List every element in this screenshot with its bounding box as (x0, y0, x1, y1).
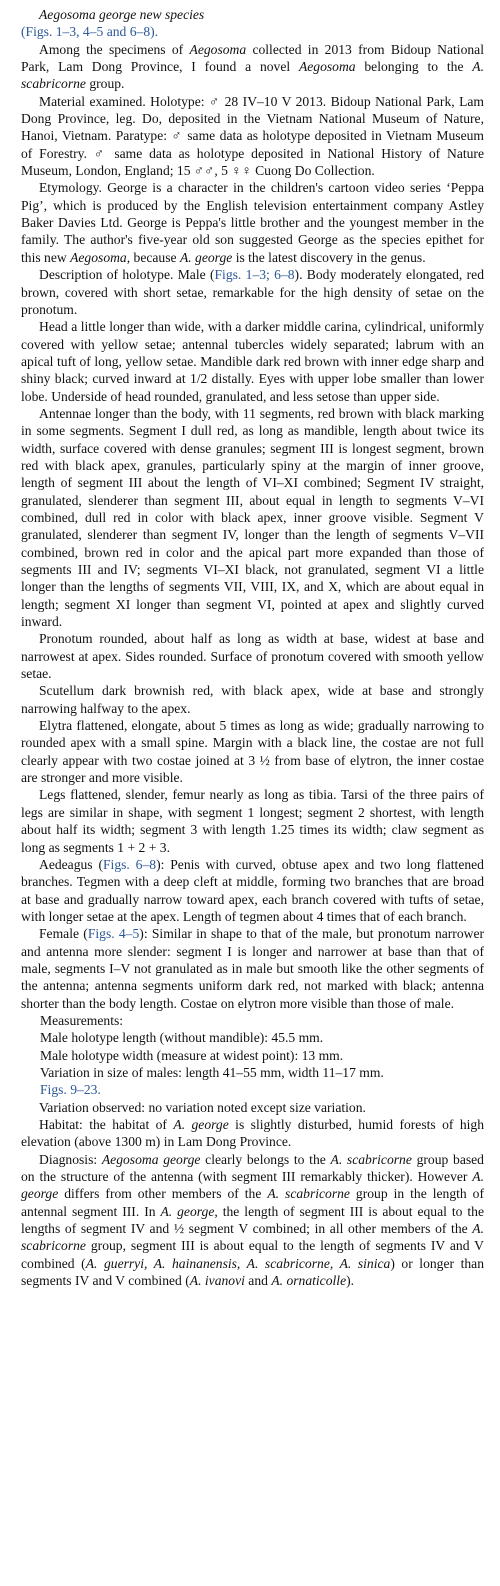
female-paragraph: Female (Figs. 4–5): Similar in shape to that of the male, but pronotum narrower and antenna more slender: segment I is longer and narrower at base than that of male, segments I–V not granulated as in male but smooth like the other segments of the antenna; antenna segments uniform dark red, not marked with black; antenna shorter than the body length. Costae on elytron more visible than those of male. (21, 926, 485, 1011)
scutellum-paragraph: Scutellum dark brownish red, with black apex, wide at base and strongly narrowing halfway to the apex. (21, 683, 484, 716)
figure-link[interactable]: Figs. 4–5 (87, 926, 140, 942)
elytra-paragraph: Elytra flattened, elongate, about 5 times as long as wide; gradually narrowing to rounded apex with a small spine. Margin with a black line, the costae are not full clearly appear with two costae joined at 3 ½ from base of elytron, the inner costae are stronger and more visible. (21, 718, 484, 786)
measurements-label: Measurements: (40, 1012, 124, 1028)
figure-link[interactable]: (Figs. 1–3, 4–5 and 6–8). (21, 24, 159, 40)
description-paragraph: Description of holotype. Male (Figs. 1–3; 6–8). Body moderately elongated, red brown, covered with short setae, remarkable for the high density of setae on the pronotum. (21, 267, 484, 317)
figure-link[interactable]: Figs. 9–23. (40, 1082, 101, 1098)
measurement-width: Male holotype width (measure at widest point): 13 mm. (40, 1047, 344, 1063)
diagnosis-paragraph: Diagnosis: Aegosoma george clearly belongs to the A. scabricorne group based on the structure of the antenna (with segment III remarkably thicker). However A. george differs from other members of the A. scabricorne group in the length of antennal segment III. In A. george, the length of segment III is about equal to the lengths of segment IV and ½ segment V combined; in all other members of the A. scabricorne group, segment III is about equal to the length of segments IV and V combined (A. guerryi, A. hainanensis, A. scabricorne, A. sinica) or longer than segments IV and V combined (A. ivanovi and A. ornaticolle). (21, 1151, 484, 1289)
intro-paragraph: Among the specimens of Aegosoma collected in 2013 from Bidoup National Park, Lam Dong Province, I found a novel Aegosoma belonging to the A. scabricorne group. (21, 41, 484, 92)
species-title: Aegosoma george new species (39, 7, 205, 22)
species-heading (21, 6, 484, 41)
measurement-length: Male holotype length (without mandible): 45.5 mm. (40, 1030, 324, 1046)
legs-paragraph: Legs flattened, slender, femur nearly as long as tibia. Tarsi of the three pairs of legs are similar in shape, with segment 1 longest; segment 2 shortest, with length about half its width; segment 3 with length 1.25 times its width; claw segment as long as segments 1 + 2 + 3. (21, 787, 484, 855)
measurement-figures (21, 1081, 484, 1098)
pronotum-paragraph: Pronotum rounded, about half as long as width at base, widest at base and narrowest at apex. Sides rounded. Surface of pronotum covered with smooth yellow setae. (21, 631, 484, 682)
figure-link[interactable]: Figs. 6–8 (102, 856, 157, 872)
measurement-variation: Variation in size of males: length 41–55 mm, width 11–17 mm. (40, 1064, 384, 1080)
antennae-paragraph: Antennae longer than the body, with 11 segments, red brown with black marking in some segments. Segment I dull red, as long as mandible, length about twice its width, surface covered with dense granules; segment III is longest segment, brown red with black apex, granules, particularly spiny at the margin of inner groove, length of segment III about the length of VI–XI combined; Segment IV straight, granulated, slenderer than segment III, about equal in length to segments V–VI combined, dull red in color with black apex, inner groove visible. Segment V granulated, slenderer than segment IV, longer than the length of segments V–VII combined, brown red in color and the apical part more expanded than those of segments III and IV; segments VI–XI black, not granulated, segment VI a little longer than the lengths of segments VII, VIII, IX, and X, which are about equal in length; segment XI longer than segment VI, pointed at apex and slightly curved inward. (21, 405, 484, 630)
etymology-paragraph: Etymology. George is a character in the children's cartoon video series ‘Peppa Pig’, which is produced by the English television entertainment company Astley Baker Davies Ltd. George is Peppa's little brother and the youngest member in the family. The author's five-year old son suggested George as the species epithet for this new Aegosoma, because A. george is the latest discovery in the genus. (21, 180, 484, 265)
figure-link[interactable]: Figs. 1–3; 6–8 (214, 267, 295, 283)
habitat-paragraph: Habitat: the habitat of A. george is slightly disturbed, humid forests of high elevation (above 1300 m) in Lam Dong Province. (21, 1117, 485, 1150)
material-paragraph: Material examined. Holotype: ♂ 28 IV–10 V 2013. Bidoup National Park, Lam Dong Province, leg. Do, deposited in the Vietnam National Museum of Nature, Hanoi, Vietnam. Paratype: ♂ same data as holotype deposited in Vietnam Museum of Forestry. ♂ same data as holotype deposited in National History of Nature Museum, London, England; 15 ♂♂, 5 ♀♀ Cuong Do Collection. (21, 93, 484, 179)
aedeagus-paragraph: Aedeagus (Figs. 6–8): Penis with curved, obtuse apex and two long flattened branches. Tegmen with a deep cleft at middle, forming two branches that are broad at base and gradually narrow toward apex, each branch covered with tufts of setae, with longer setae at the apex. Length of tegmen about 4 times that of each branch. (21, 856, 484, 924)
variation-paragraph: Variation observed: no variation noted except size variation. (39, 1099, 366, 1115)
head-paragraph: Head a little longer than wide, with a darker middle carina, cylindrical, uniformly covered with yellow setae; antennal tubercles widely separated; labrum with an apical tuft of long, yellow setae. Mandible dark red brown with inner edge sharp and shiny black; curved inward at 1/2 distally. Eyes with upper lobe smaller than lower lobe. Underside of head rounded, granulated, and less setose than upper side. (21, 319, 484, 404)
